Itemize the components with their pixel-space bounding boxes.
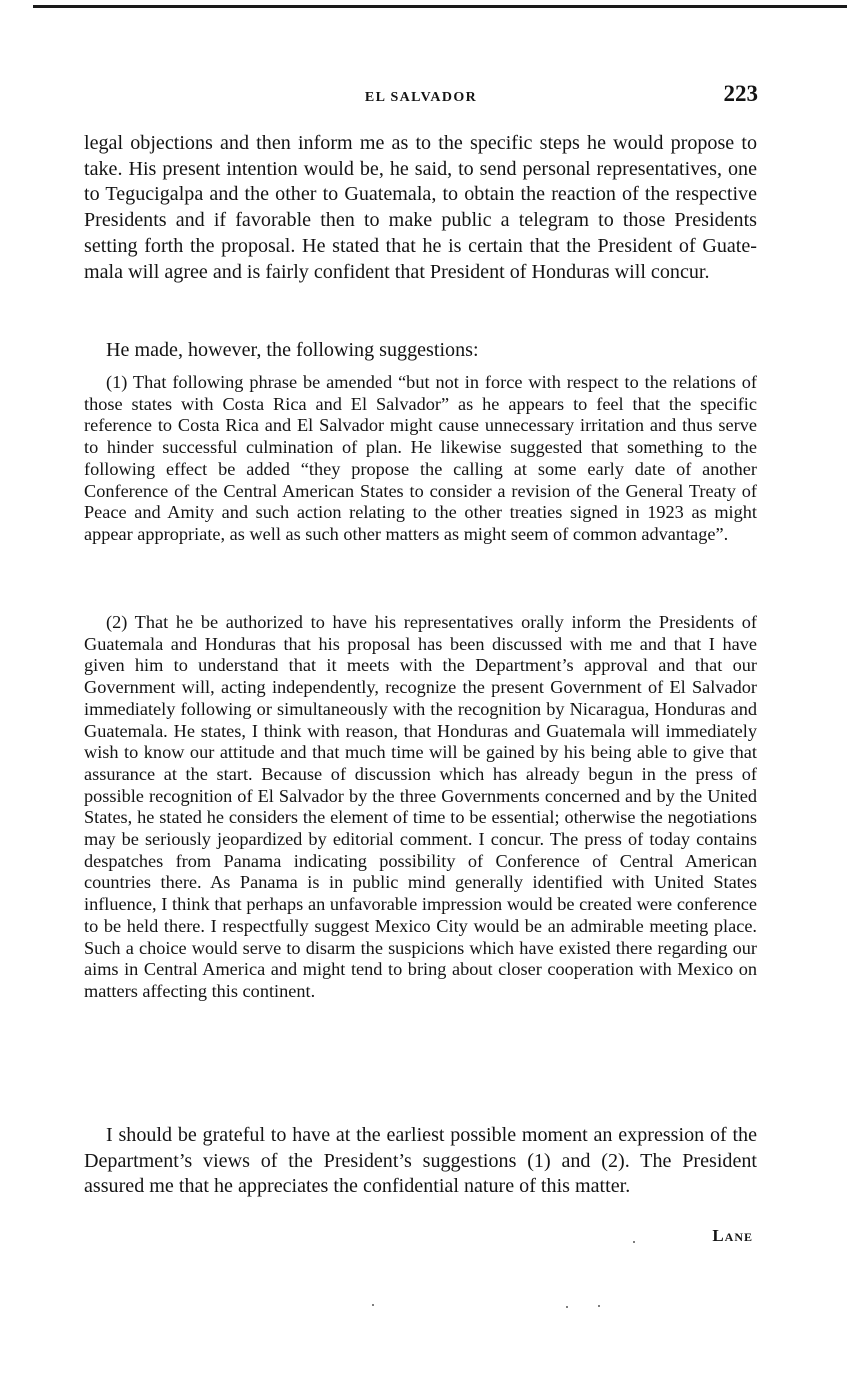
closing-paragraph: I should be grateful to have at the earliest possible moment an expression of the Department’s views of the President’s suggestions (1) and (2). The President assured me that he appreciates the confidential nature of this matter. [84,1124,757,1198]
running-head: EL SALVADOR [364,90,478,105]
page-number: 223 [723,81,758,106]
signature: Lane [712,1226,753,1245]
suggestion-2-paragraph: (2) That he be authorized to have his representatives orally inform the Presidents of Guatemala and Honduras that his proposal has been discussed with me and that I have given him to understand that it meets with the Department’s approval and that our Government will, acting independently, recognize the present Government of El Salvador immediately following or simultaneously with the recognition by Nicaragua, Honduras and Guatemala. He states, I think with reason, that Honduras and Guatemala will immediately wish to know our attitude and that much time will be gained by his being able to give that assurance at the start. Because of discussion which has already begun in the press of possible recognition of El Salvador by the three Governments concerned and by the United States, he stated he considers the element of time to be essential; otherwise the negotiations may be seriously jeopardized by editorial comment. I concur. The press of today contains despatches from Panama indicating possibility of Conference of Central American countries there. As Panama is in public mind generally identified with United States influence, I think that perhaps an unfavorable impression would be created were conference to be held there. I respectfully suggest Mexico City would be an admirable meeting place. Such a choice would serve to disarm the suspicions which have existed there regarding our aims in Central America and might tend to bring about closer cooperation with Mexico on matters affecting this continent. [84,612,757,1001]
print-speck [598,1305,600,1307]
body-paragraph-2: He made, however, the following suggestions: [106,339,479,361]
print-speck [633,1241,635,1243]
suggestion-1-paragraph: (1) That following phrase be amended “but not in force with respect to the relations of those states with Costa Rica and El Salvador” as he appears to feel that the specific reference to Costa Rica and El Salvador might cause unnecessary irritation and thus serve to hinder successful culmination of plan. He likewise suggested that something to the following effect be added “they propose the calling at some early date of another Conference of the Central American States to consider a revision of the General Treaty of Peace and Amity and such action relating to the other treaties signed in 1923 as might appear appropriate, as well as such other matters as might seem of common advantage”. [84,372,757,544]
top-rule [33,5,847,8]
print-speck [566,1306,568,1308]
print-speck [372,1304,374,1306]
body-paragraph-1: legal objections and then inform me as to the specific steps he would propose to take. His present intention would be, he said, to send personal representatives, one to Tegucigalpa and the other to Guatemala, to obtain the reaction of the respective Presidents and if favorable then to make public a telegram to those Presidents setting forth the proposal. He stated that he is certain that the President of Guatemala will agree and is fairly confident that President of Honduras will concur. [84,132,757,283]
page-header [84,81,758,116]
